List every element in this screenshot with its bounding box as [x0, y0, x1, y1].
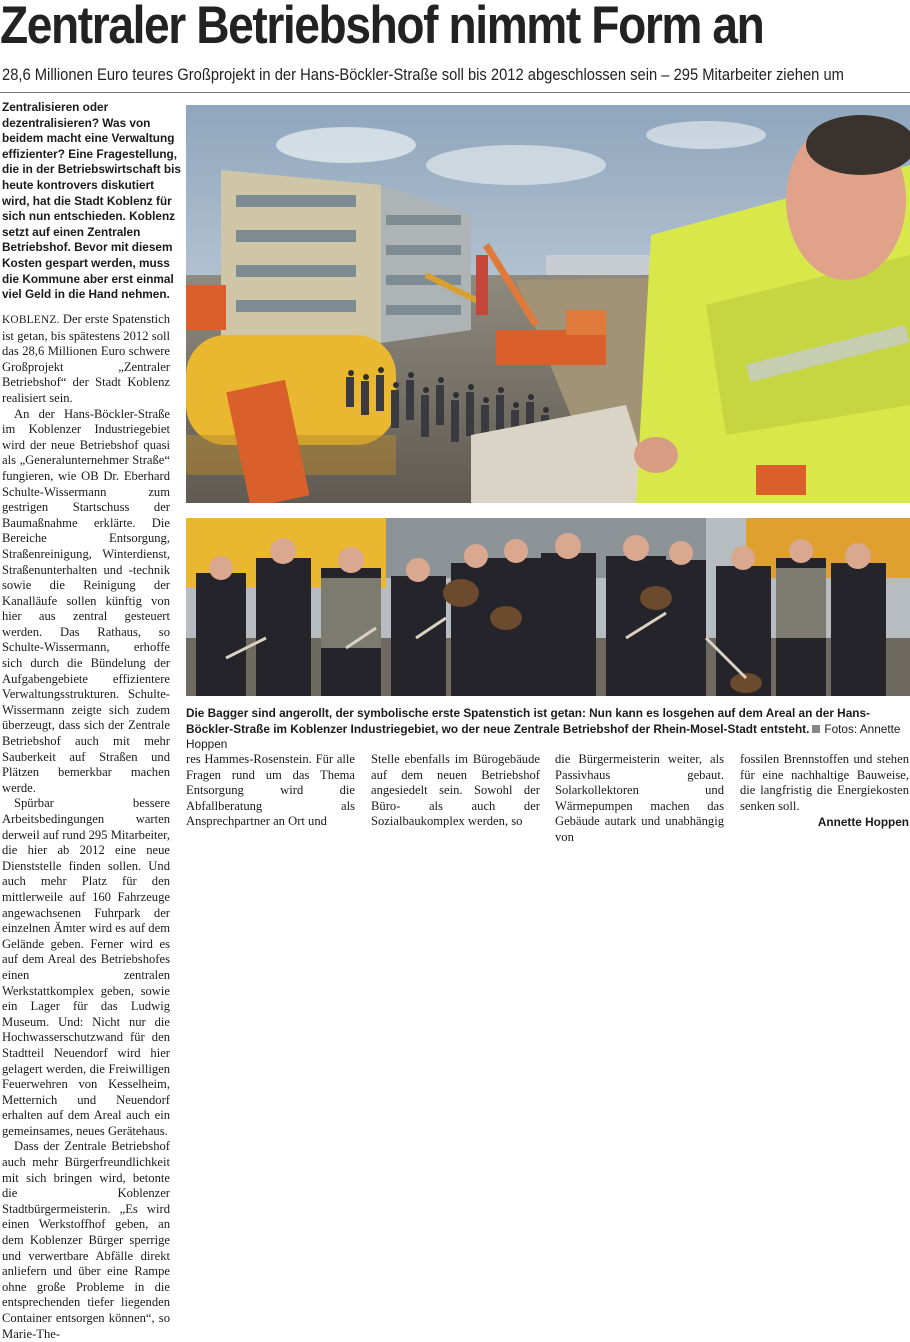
article-column-5: [740, 752, 909, 831]
article-column-2: [186, 752, 355, 830]
article-paragraph: Dass der Zentrale Betriebshof auch mehr Bürgerfreundlichkeit mit sich bringen wird, betonte die Koblenzer Stadtbürgermeisterin. „Es wird einen Werkstoffhof geben, an dem Koblenzer Bürger sperrige und verwertbare Abfälle direkt anliefern und über eine Rampe ohne große Probleme in die entsprechenden tiefer liegenden Container entsorgen können“, so Marie-The-: [2, 1139, 170, 1341]
headline-rule: [0, 92, 910, 93]
article-paragraph: [2, 312, 170, 407]
construction-site-photo: [186, 105, 910, 503]
article-paragraph: An der Hans-Böckler-Straße im Koblenzer Industriegebiet wird der neue Betriebshof quasi als „Generalunternehmer Straße“ fungieren, wie OB Dr. Eberhard Schulte-Wissermann zum gestrigen Startschuss der Baumaßnahme erklärte. Die Bereiche Entsorgung, Straßenreinigung, Winterdienst, Straßenunterhalten und -technik sowie die Reinigung der Kanalläufe sollen künftig von hier aus zentral gesteuert werden. Das Rathaus, so Schulte-Wissermann, erhoffe sich durch die Bündelung der Aufgabengebiete effizientere Verwaltungsstrukturen. Schulte-Wissermann zeigte sich zudem überzeugt, dass sich der Zentrale Betriebshof auch mit mehr Sauberkeit auf Straßen und Plätzen bemerkbar machen werde.: [2, 406, 170, 795]
author-byline: Annette Hoppen: [817, 815, 909, 830]
subheadline: 28,6 Millionen Euro teures Großprojekt in der Hans-Böckler-Straße soll bis 2012 abgeschlossen sein – 295 Mitarbeiter ziehen um: [2, 66, 844, 84]
article-paragraph: res Hammes-Rosenstein. Für alle Fragen rund um das Thema Entsorgung wird die Abfallberatung als Ansprechpartner an Ort und: [186, 752, 355, 829]
caption-text: Die Bagger sind angerollt, der symbolische erste Spatenstich ist getan: Nun kann es losgehen auf dem Areal an der Hans-Böckler-Straße im Koblenzer Industriegebiet, wo der neue Zentrale Betriebshof der Rhein-Mosel-Stadt entsteht.: [186, 706, 870, 736]
article-paragraph: Stelle ebenfalls im Bürogebäude auf dem neuen Betriebshof angesiedelt sein. Sowohl der Büro- als auch der Sozialbaukomplex werden, so: [371, 752, 540, 829]
headline: Zentraler Betriebshof nimmt Form an: [0, 0, 764, 55]
article-paragraph: fossilen Brennstoffen und stehen für eine nachhaltige Bauweise, die langfristig die Energiekosten senken soll.: [740, 752, 909, 813]
article-paragraph-text: Der erste Spatenstich ist getan, bis spätestens 2012 soll das 28,6 Millionen Euro schwere Großprojekt „Zentraler Betriebshof“ der Stadt Koblenz realisiert sein.: [2, 312, 170, 405]
photo-credit: Fotos: Annette Hoppen: [186, 721, 901, 752]
article-paragraph: Spürbar bessere Arbeitsbedingungen warten derweil auf rund 295 Mitarbeiter, die hier ab 2012 eine neue Dienststelle finden sollen. Und auch mehr Platz für den mittlerweile auf 160 Fahrzeuge angewachsenen Fuhrpark der einzelnen Ämter wird es auf dem Gelände geben. Ferner wird es auf dem Areal des Betriebshofes einen zentralen Werkstattkomplex geben, sowie ein Lager für das Ludwig Museum. Und: Nicht nur die Hochwasserschutzwand für den Stadtteil Neuendorf wird hier gelagert werden, die Freiwilligen Feuerwehren von Kesselheim, Metternich und Neuendorf erhalten auf dem Areal auch ein gemeinsames, neues Gerätehaus.: [2, 796, 170, 1138]
credit-square-icon: [812, 725, 820, 733]
article-column-4: [555, 752, 724, 846]
lead-text: Zentralisieren oder dezentralisieren? Was von beidem macht eine Verwaltung effizienter? Eine Fragestellung, die in der Betriebswirtschaft bis heute kontrovers diskutiert wird, hat die Stadt Koblenz für sich nun entschieden. Koblenz setzt auf einen Zentralen Betriebshof. Bevor mit diesem Kosten gespart werden, muss die Kommune aber erst einmal viel Geld in die Hand nehmen.: [2, 100, 181, 302]
article-column-1: [2, 312, 170, 1342]
photo-caption: [186, 706, 910, 753]
lead-paragraph: [2, 100, 182, 303]
groundbreaking-ceremony-photo: [186, 518, 910, 696]
article-paragraph: die Bürgermeisterin weiter, als Passivhaus gebaut. Solarkollektoren und Wärmepumpen machen das Gebäude autark und unabhängig von: [555, 752, 724, 844]
article-column-3: [371, 752, 540, 830]
dateline: KOBLENZ.: [2, 314, 60, 326]
